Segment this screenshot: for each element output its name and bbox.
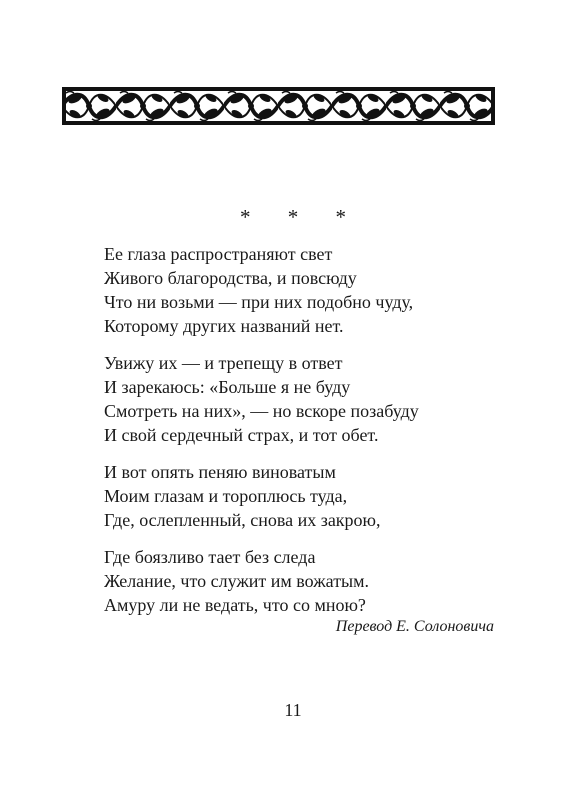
poem-line: И свой сердечный страх, и тот обет. xyxy=(104,425,379,445)
stanza xyxy=(104,545,504,617)
poem-line: Желание, что служит им вожатым. xyxy=(104,571,370,591)
translator-credit: Перевод Е. Солоновича xyxy=(335,618,494,635)
poem-line: Что ни возьми — при них подобно чуду, xyxy=(104,292,414,312)
poem-line: И вот опять пеняю виноватым xyxy=(104,462,336,482)
poem-line: Ее глаза распространяют свет xyxy=(104,244,333,264)
stanza xyxy=(104,351,504,447)
poem-line: Увижу их — и трепещу в ответ xyxy=(104,353,343,373)
poem-line: Живого благородства, и повсюду xyxy=(104,268,357,288)
poem-line: И зарекаюсь: «Больше я не буду xyxy=(104,377,351,397)
poem-line: Моим глазам и тороплюсь туда, xyxy=(104,486,348,506)
page-number: 11 xyxy=(284,700,302,720)
section-separator: * * * xyxy=(240,205,362,229)
poem-line: Амуру ли не ведать, что со мною? xyxy=(104,595,366,615)
poem xyxy=(104,242,504,630)
poem-line: Которому других названий нет. xyxy=(104,316,344,336)
poem-line: Где боязливо тает без следа xyxy=(104,547,316,567)
poem-line: Смотреть на них», — но вскоре позабуду xyxy=(104,401,419,421)
stanza xyxy=(104,460,504,532)
poem-line: Где, ослепленный, снова их закрою, xyxy=(104,510,381,530)
stanza xyxy=(104,242,504,338)
vine-border-ornament xyxy=(62,87,495,125)
